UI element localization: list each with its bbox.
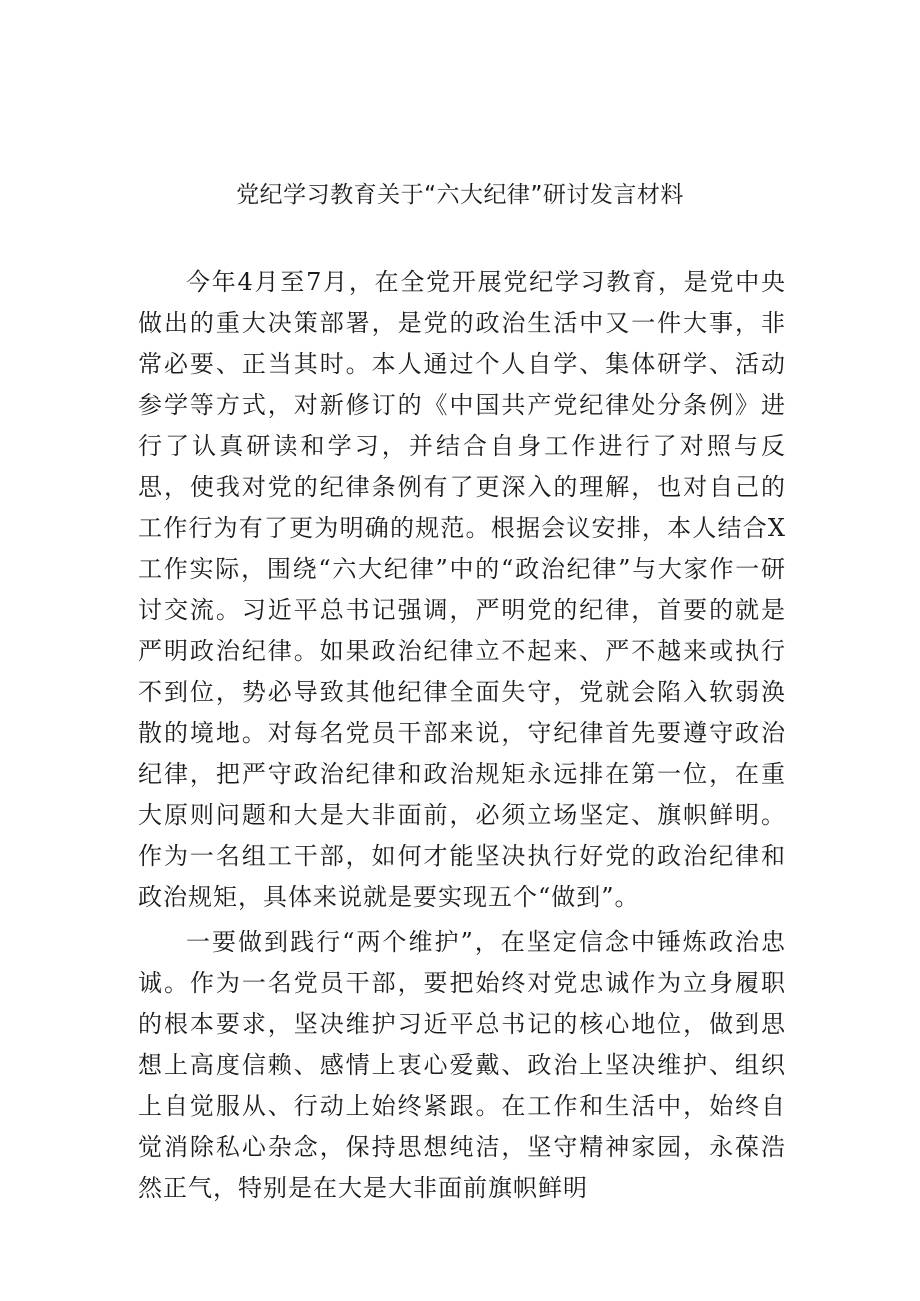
paragraph-intro: 今年4月至7月，在全党开展党纪学习教育，是党中央做出的重大决策部署，是党的政治生活中又一件大事，非常必要、正当其时。本人通过个人自学、集体研学、活动参学等方式，对新修订的《中国共产党纪律处分条例》进行了认真研读和学习，并结合自身工作进行了对照与反思，使我对党的纪律条例有了更深入的理解，也对自己的工作行为有了更为明确的规范。根据会议安排，本人结合X工作实际，围绕“六大纪律”中的“政治纪律”与大家作一研讨交流。习近平总书记强调，严明党的纪律，首要的就是严明政治纪律。如果政治纪律立不起来、严不越来或执行不到位，势必导致其他纪律全面失守，党就会陷入软弱涣散的境地。对每名党员干部来说，守纪律首先要遵守政治纪律，把严守政治纪律和政治规矩永远排在第一位，在重大原则问题和大是大非面前，必须立场坚定、旗帜鲜明。作为一名组工干部，如何才能坚决执行好党的政治纪律和政治规矩，具体来说就是要实现五个“做到”。 (138, 268, 786, 911)
paragraph-point-one: 一要做到践行“两个维护”，在坚定信念中锤炼政治忠诚。作为一名党员干部，要把始终对党忠诚作为立身履职的根本要求，坚决维护习近平总书记的核心地位，做到思想上高度信赖、感情上衷心爱戴、政治上坚决维护、组织上自觉服从、行动上始终紧跟。在工作和生活中，始终自觉消除私心杂念，保持思想纯洁，坚守精神家园，永葆浩然正气，特别是在大是大非面前旗帜鲜明 (138, 928, 786, 1202)
document-body (138, 262, 786, 1213)
document-title: 党纪学习教育关于“六大纪律”研讨发言材料 (236, 182, 684, 208)
